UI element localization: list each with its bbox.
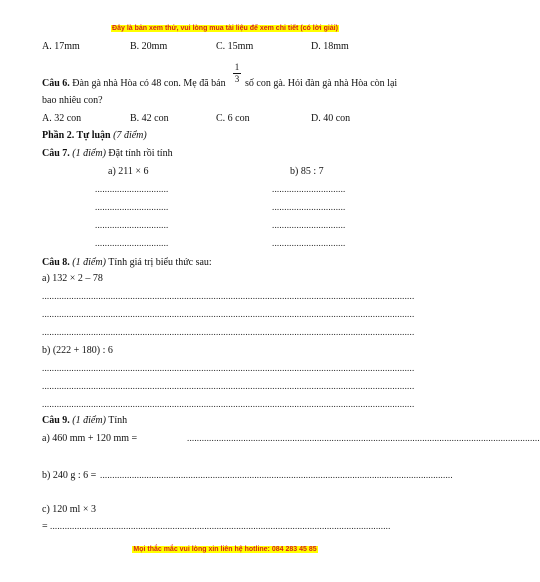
q9-part-c-equals: = bbox=[42, 521, 48, 532]
q5-option-a: A. 17mm bbox=[42, 41, 80, 52]
preview-notice-text: Đây là bản xem thử, vui lòng mua tài liệu để xem chi tiết (có lời giải) bbox=[112, 25, 338, 32]
q6-option-b: B. 42 con bbox=[130, 113, 169, 124]
q7-answer-line-a4: .............................. bbox=[95, 238, 169, 248]
q8-answer-line-a1: ........................................................................................................................................................ bbox=[42, 291, 415, 301]
q8-answer-line-b2: ........................................................................................................................................................ bbox=[42, 381, 415, 391]
q9-answer-line-b: ................................................................................................................................................ bbox=[100, 470, 453, 480]
q7-answer-line-a3: .............................. bbox=[95, 220, 169, 230]
q8-points: (1 điểm) bbox=[72, 257, 106, 268]
q7-answer-line-b2: .............................. bbox=[272, 202, 346, 212]
q5-option-c: C. 15mm bbox=[216, 41, 254, 52]
q7-heading bbox=[42, 148, 173, 159]
q7-answer-line-b1: .............................. bbox=[272, 184, 346, 194]
q7-label: Câu 7. bbox=[42, 148, 70, 159]
q6-option-d: D. 40 con bbox=[311, 113, 351, 124]
q7-part-b: b) 85 : 7 bbox=[290, 166, 324, 177]
q6-fraction-numerator: 1 bbox=[234, 62, 240, 72]
q9-answer-line-c: ........................................................................................................................................... bbox=[50, 521, 391, 531]
q8-part-b: b) (222 + 180) : 6 bbox=[42, 345, 113, 356]
hotline-notice bbox=[0, 546, 450, 553]
q7-text: Đặt tính rồi tính bbox=[108, 148, 173, 159]
part2-title: Phần 2. Tự luận bbox=[42, 130, 111, 141]
part2-heading bbox=[42, 130, 147, 141]
hotline-notice-text: Mọi thắc mắc vui lòng xin liên hệ hotline: 084 283 45 85 bbox=[133, 546, 317, 553]
q5-option-d: D. 18mm bbox=[311, 41, 349, 52]
q6-fraction-denominator: 3 bbox=[234, 74, 240, 84]
q8-text: Tính giá trị biểu thức sau: bbox=[108, 257, 212, 268]
q7-answer-line-b4: .............................. bbox=[272, 238, 346, 248]
q7-points: (1 điểm) bbox=[72, 148, 106, 159]
q6-option-a: A. 32 con bbox=[42, 113, 82, 124]
q6-option-c: C. 6 con bbox=[216, 113, 250, 124]
part2-points: (7 điểm) bbox=[113, 130, 147, 141]
q7-answer-line-b3: .............................. bbox=[272, 220, 346, 230]
q9-part-c: c) 120 ml × 3 bbox=[42, 504, 96, 515]
q9-part-a: a) 460 mm + 120 mm = bbox=[42, 433, 138, 444]
q8-label: Câu 8. bbox=[42, 257, 70, 268]
q8-heading bbox=[42, 257, 212, 268]
q6-text-before: Đàn gà nhà Hòa có 48 con. Mẹ đã bán bbox=[72, 78, 226, 89]
q6-text-after: số con gà. Hỏi đàn gà nhà Hòa còn lại bbox=[245, 78, 398, 89]
q9-label: Câu 9. bbox=[42, 415, 70, 426]
q6-label: Câu 6. bbox=[42, 78, 70, 89]
q8-answer-line-a2: ........................................................................................................................................................ bbox=[42, 309, 415, 319]
q6-question bbox=[42, 78, 226, 89]
preview-notice bbox=[0, 25, 450, 32]
q6-fraction bbox=[232, 62, 242, 84]
q9-part-b: b) 240 g : 6 = bbox=[42, 470, 97, 481]
q7-answer-line-a1: .............................. bbox=[95, 184, 169, 194]
q8-answer-line-b3: ........................................................................................................................................................ bbox=[42, 399, 415, 409]
q9-heading bbox=[42, 415, 127, 426]
q5-option-b: B. 20mm bbox=[130, 41, 168, 52]
q6-text-line2: bao nhiêu con? bbox=[42, 95, 103, 106]
q9-text: Tính bbox=[108, 415, 128, 426]
q9-answer-line-a: ................................................................................................................................................ bbox=[187, 433, 540, 443]
q9-points: (1 điểm) bbox=[72, 415, 106, 426]
q7-part-a: a) 211 × 6 bbox=[108, 166, 149, 177]
q7-answer-line-a2: .............................. bbox=[95, 202, 169, 212]
q8-answer-line-a3: ........................................................................................................................................................ bbox=[42, 327, 415, 337]
q8-answer-line-b1: ........................................................................................................................................................ bbox=[42, 363, 415, 373]
q8-part-a: a) 132 × 2 – 78 bbox=[42, 273, 103, 284]
